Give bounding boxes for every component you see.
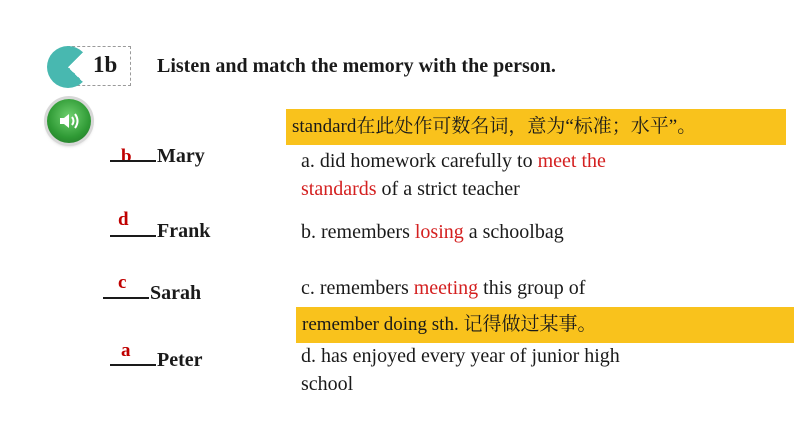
option-c — [301, 274, 585, 302]
option-b — [301, 218, 564, 246]
answer-mary: b — [121, 146, 132, 167]
instruction-text: Listen and match the memory with the person. — [157, 55, 556, 77]
person-peter — [110, 349, 203, 372]
option-d — [301, 342, 620, 398]
option-text: of a strict teacher — [376, 178, 520, 200]
option-text: this group of — [478, 277, 586, 299]
person-name: Sarah — [150, 282, 202, 304]
speaker-icon — [58, 111, 80, 131]
section-badge — [47, 46, 133, 88]
audio-play-button[interactable] — [47, 99, 91, 143]
person-name: Frank — [157, 220, 211, 242]
person-name: Mary — [157, 145, 205, 167]
key-phrase: standards — [301, 178, 377, 200]
answer-frank: d — [118, 209, 129, 230]
option-text: school — [301, 373, 354, 395]
person-name: Peter — [157, 349, 203, 371]
person-frank — [110, 220, 210, 243]
option-text: b. remembers — [301, 221, 415, 243]
option-a — [301, 147, 606, 203]
answer-blank[interactable] — [103, 296, 149, 299]
answer-blank[interactable] — [110, 234, 156, 237]
option-text: a. did homework carefully to — [301, 150, 538, 172]
section-label: 1b — [93, 52, 118, 77]
answer-sarah: c — [118, 272, 127, 293]
vocabulary-note-remember: remember doing sth. 记得做过某事。 — [296, 307, 794, 343]
option-text: d. has enjoyed every year of junior high — [301, 345, 620, 367]
vocabulary-note-standard: standard在此处作可数名词，意为“标准；水平”。 — [286, 109, 786, 145]
option-text: a schoolbag — [463, 221, 564, 243]
key-phrase: meet the — [537, 150, 606, 172]
person-sarah — [103, 282, 201, 305]
key-phrase: losing — [414, 221, 464, 243]
person-mary — [110, 145, 205, 168]
answer-blank[interactable] — [110, 159, 156, 162]
pie-badge-icon — [47, 46, 89, 88]
option-text: c. remembers — [301, 277, 414, 299]
answer-peter: a — [121, 340, 131, 361]
answer-blank[interactable] — [110, 363, 156, 366]
key-phrase: meeting — [413, 277, 479, 299]
